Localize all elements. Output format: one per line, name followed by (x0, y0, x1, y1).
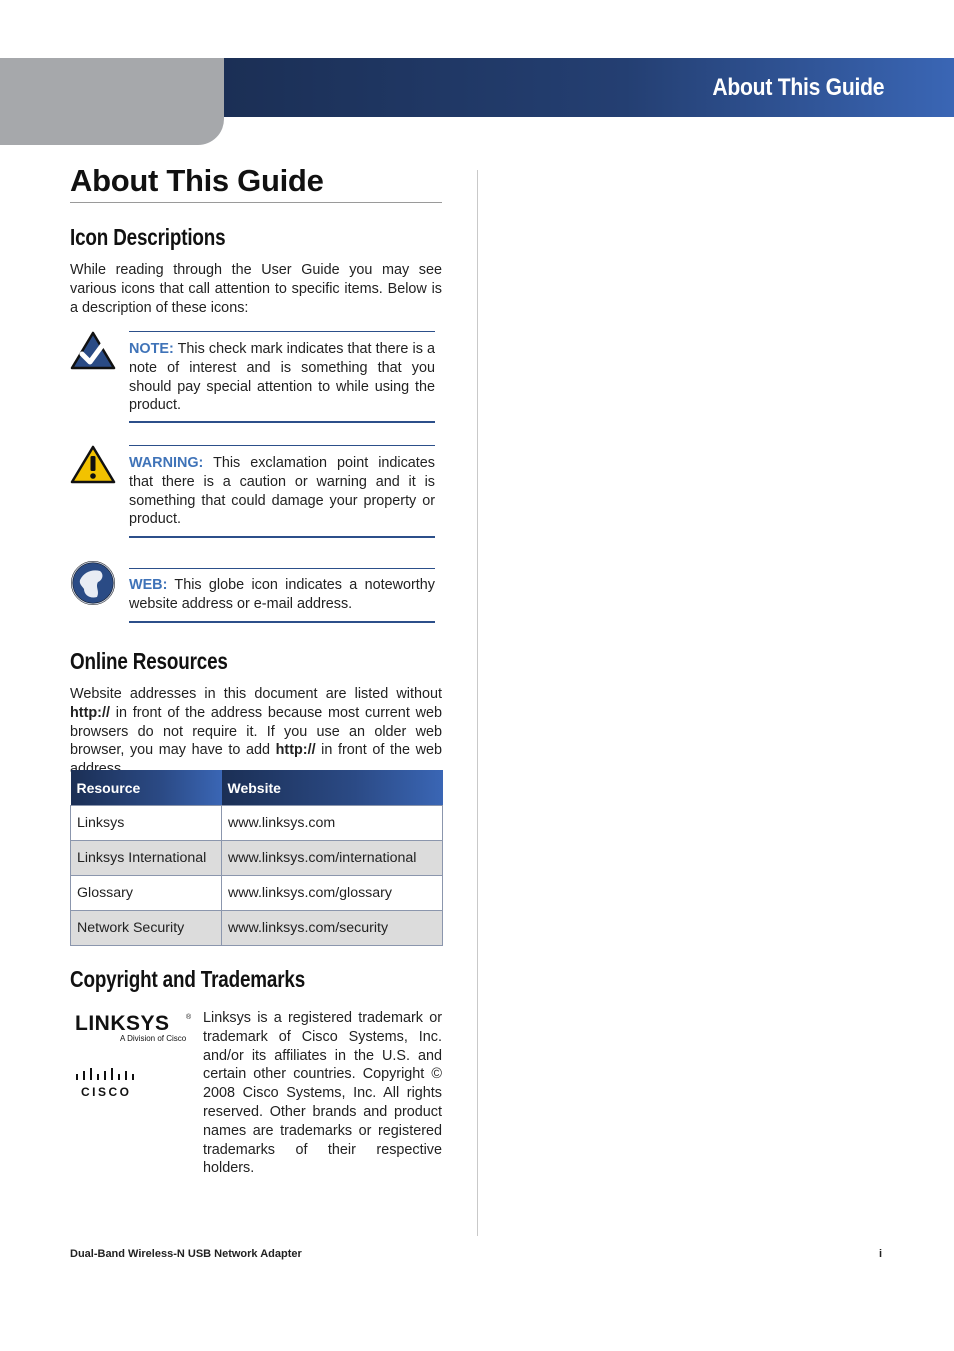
note-body: This check mark indicates that there is a note of interest and is something that you should pay special attention to while using the product. (129, 341, 435, 414)
web-rule-top (129, 568, 435, 569)
cisco-logo-wordmark: CISCO (81, 1085, 132, 1099)
online-resources-text (70, 685, 442, 779)
header-gray-tab (0, 58, 224, 145)
cisco-logo (74, 1068, 136, 1100)
warning-callout (70, 445, 436, 539)
resource-cell: Linksys (71, 806, 222, 841)
copyright-text: Linksys is a registered trademark or trademark of Cisco Systems, Inc. and/or its affiliates in the U.S. and certain other countries. Copyright © 2008 Cisco Systems, Inc. All rights reserved. Other brands and product names are trademarks or registered trademarks of their respective holders. (203, 1010, 442, 1177)
title-rule (70, 202, 442, 203)
http-prefix: http:// (275, 742, 316, 759)
warning-rule-bottom (129, 536, 435, 538)
icon-descriptions-intro: While reading through the User Guide you may see various icons that call attention to specific items. Below is a description of these icons: (70, 262, 442, 316)
note-text (129, 340, 435, 415)
web-text (129, 576, 435, 614)
note-rule-top (129, 331, 435, 332)
warning-rule-top (129, 445, 435, 446)
resources-table (70, 770, 443, 946)
online-resources-text-part: in front of the web (321, 742, 442, 759)
warning-label: WARNING: (129, 455, 204, 471)
online-resources-text-part: in front of the address because most current web browsers do not require it. If you use an older web browser, you may have to add (70, 704, 442, 759)
table-row (71, 876, 443, 911)
table-row (71, 841, 443, 876)
registered-mark: ® (186, 1014, 192, 1021)
table-header-row (71, 770, 443, 806)
linksys-logo (74, 1010, 192, 1046)
website-cell: www.linksys.com/international (222, 841, 443, 876)
note-callout (70, 331, 436, 423)
column-header-website: Website (222, 770, 443, 806)
table-row (71, 806, 443, 841)
column-header-resource: Resource (71, 770, 222, 806)
website-cell: www.linksys.com/security (222, 911, 443, 946)
resource-cell: Linksys International (71, 841, 222, 876)
column-divider (477, 170, 478, 1236)
globe-icon (70, 560, 116, 606)
icon-descriptions-heading: Icon Descriptions (70, 224, 226, 250)
banner-title: About This Guide (712, 74, 884, 101)
footer-product-name: Dual-Band Wireless-N USB Network Adapter (70, 1248, 302, 1260)
warning-text (129, 454, 435, 529)
warning-icon (70, 445, 116, 485)
linksys-logo-subtitle: A Division of Cisco (120, 1034, 187, 1043)
website-cell: www.linksys.com/glossary (222, 876, 443, 911)
web-callout (70, 568, 436, 623)
warning-body: This exclamation point indicates that there is a caution or warning and it is something that could damage your property or product. (129, 455, 435, 528)
online-resources-heading: Online Resources (70, 648, 228, 674)
copyright-heading: Copyright and Trademarks (70, 966, 306, 992)
resource-cell: Network Security (71, 911, 222, 946)
note-rule-bottom (129, 421, 435, 423)
table-row (71, 911, 443, 946)
web-rule-bottom (129, 621, 435, 623)
linksys-logo-wordmark: LINKSYS (75, 1012, 170, 1035)
checkmark-icon (70, 331, 116, 371)
note-label: NOTE: (129, 341, 174, 357)
footer-page-number: i (879, 1248, 883, 1260)
web-label: WEB: (129, 577, 168, 593)
header-banner (224, 58, 954, 117)
http-prefix: http:// (70, 704, 110, 721)
web-body: This globe icon indicates a noteworthy website address or e-mail address. (129, 577, 435, 612)
page-title: About This Guide (70, 163, 324, 198)
online-resources-text-part: Website addresses in this document are listed without (70, 686, 442, 702)
website-cell: www.linksys.com (222, 806, 443, 841)
resource-cell: Glossary (71, 876, 222, 911)
